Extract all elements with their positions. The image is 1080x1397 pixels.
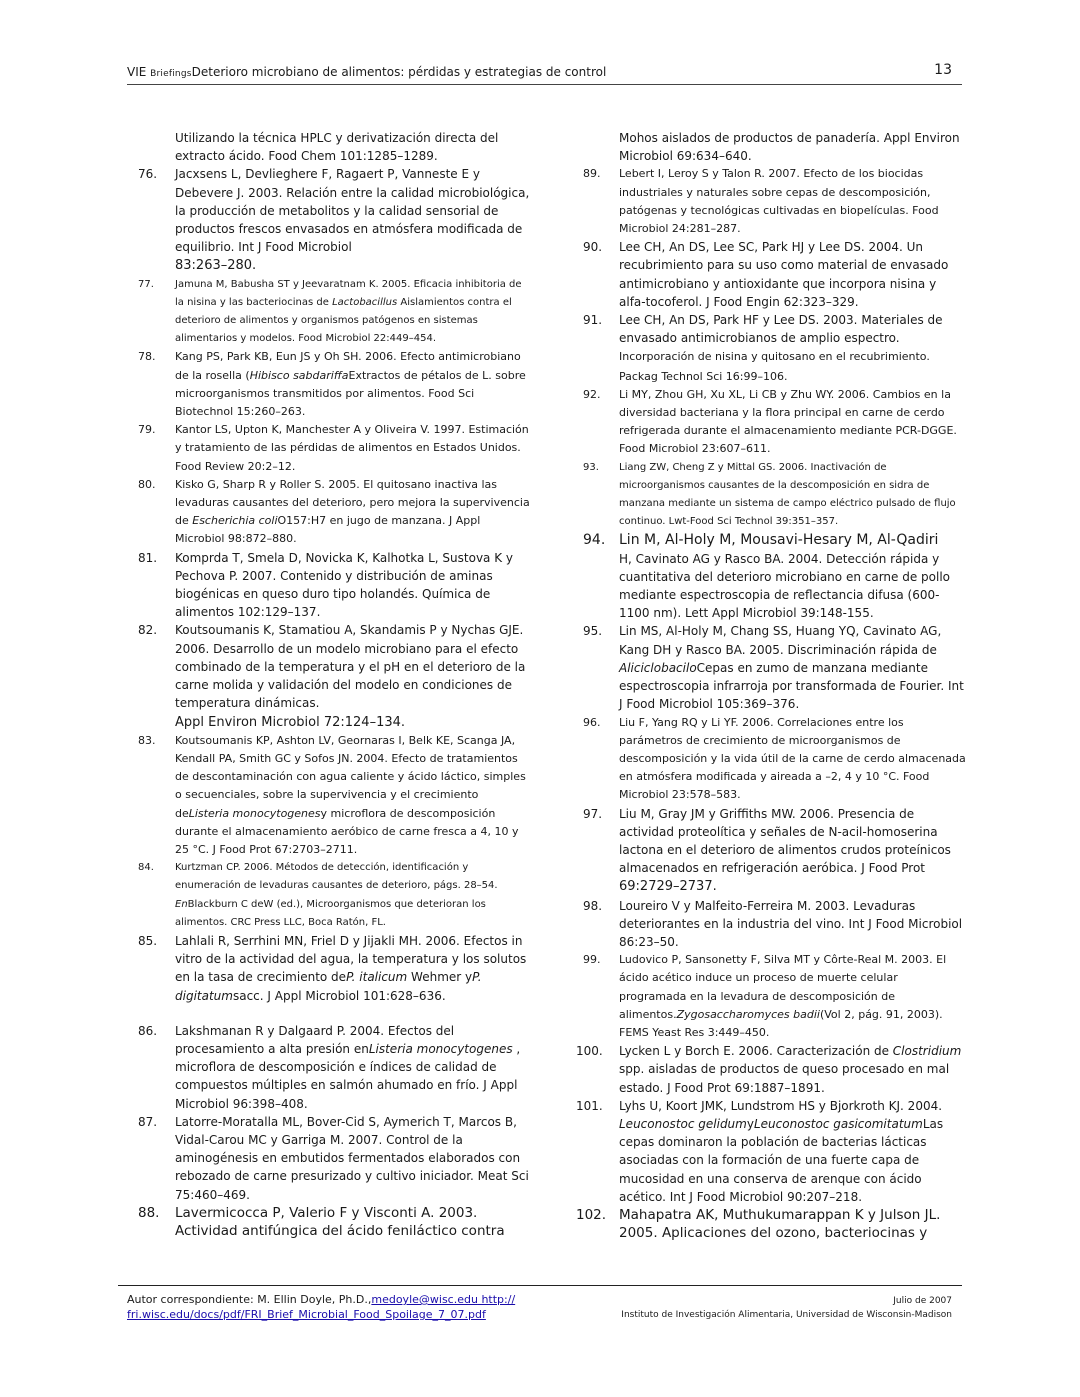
reference-80: 80. Kisko G, Sharp R y Roller S. 2005. El quitosano inactiva las levaduras causantes del deterioro, pero mejora la supervivencia de Escherichia coliO157:H7 en jugo de manzana. J Appl Microbiol 98:872–880. — [138, 477, 530, 546]
reference-76: 76. Jacxsens L, Devlieghere F, Ragaert P, Vanneste E y Debevere J. 2003. Relación entre la calidad microbiológica, la producción de metabolitos y la calidad sensorial de productos frescos envasados en atmósfera modificada de equilibrio. Int J Food Microbiol 83:263–280. — [138, 167, 530, 274]
header-title: Deterioro microbiano de alimentos: pérdidas y estrategias de control — [191, 65, 607, 79]
reference-82: 82. Koutsoumanis K, Stamatiou A, Skandamis P y Nychas GJE. 2006. Desarrollo de un modelo microbiano para el efecto combinado de la temperatura y el pH en el deterioro de la carne molida y validación del modelo en condiciones de temperatura dinámicas. Appl Environ Microbiol 72:124–134. — [138, 623, 526, 730]
reference-86: 86. Lakshmanan R y Dalgaard P. 2004. Efectos del procesamiento a alta presión enListeria monocytogenes , microflora de descomposición e índices de calidad de compuestos múltiples en salmón ahumado en frío. J Appl Microbiol 96:398–408. — [138, 1023, 521, 1111]
spacer — [138, 1005, 533, 1022]
footer-date: Julio de 2007 — [893, 1296, 952, 1306]
reference-78: 78. Kang PS, Park KB, Eun JS y Oh SH. 2006. Efecto antimicrobiano de la rosella (Hibisco sabdariffaExtractos de pétalos de L. sobre microorganismos transmitidos por alimentos. Food Sci Biotechnol 15:260–263. — [138, 350, 526, 419]
footer-institute-name: Instituto de Investigación Alimentaria, Universidad de Wisconsin-Madison — [621, 1310, 952, 1320]
header-prefix: VIE — [127, 65, 151, 79]
reference-95: 95. Lin MS, Al-Holy M, Chang SS, Huang YQ, Cavinato AG, Kang DH y Rasco BA. 2005. Discriminación rápida de AliciclobaciloCepas en zumo de manzana mediante espectroscopia infrarroja por transformada de Fourier. Int J Food Microbiol 105:369–376. — [583, 624, 964, 712]
page-number: 13 — [934, 62, 952, 78]
footer-author: Autor correspondiente: M. Ellin Doyle, Ph.D.,medoyle@wisc.edu http:// fri.wisc.edu/docs/pdf/FRI_Brief_Microbial_Food_Spoilage_7_07.pdf — [127, 1293, 516, 1321]
reference-101: 101. Lyhs U, Koort JMK, Lundstrom HS y Bjorkroth KJ. 2004. Leuconostoc gelidumyLeuconostoc gasicomitatumLas cepas dominaron la población de bacterias lácticas asociadas con la formación de una fuerte capa de mucosidad en una conserva de arenque con ácido acético. Int J Food Microbiol 90:207–218. — [576, 1098, 944, 1204]
footer-divider — [118, 1285, 962, 1286]
right-column — [576, 129, 966, 1242]
reference-97: 97. Liu M, Gray JM y Griffiths MW. 2006. Presencia de actividad proteolítica y señales de N-acil-homoserina lactona en el deterioro de alimentos crudos proteínicos almacenados en refrigeración aeróbica. J Food Prot 69:2729–2737. — [583, 806, 951, 895]
reference-77: 77. Jamuna M, Babusha ST y Jeevaratnam K. 2005. Eficacia inhibitoria de la nisina y las bacteriocinas de Lactobacillus Aislamientos contra el deterioro de alimentos y organismos patógenos en sistemas alimentarios y modelos. Food Microbiol 22:449–454. — [138, 278, 522, 345]
reference-98: 98. Loureiro V y Malfeito-Ferreira M. 2003. Levaduras deteriorantes en la industria del vino. Int J Food Microbiol 86:23–50. — [583, 898, 963, 949]
reference-continuation-right: Mohos aislados de productos de panadería. Appl Environ Microbiol 69:634–640. — [619, 131, 960, 164]
author-email-link[interactable]: medoyle@wisc.edu — [371, 1293, 478, 1306]
reference-92: 92. Li MY, Zhou GH, Xu XL, Li CB y Zhu WY. 2006. Cambios en la diversidad bacteriana y la flora principal en carne de cerdo refrigerada durante el almacenamiento mediante PCR-DGGE. Food Microbiol 23:607–611. — [583, 387, 957, 456]
reference-84: 84. Kurtzman CP. 2006. Métodos de detección, identificación y enumeración de levaduras causantes de deterioro, págs. 28–54. EnBlackburn C deW (ed.), Microorganismos que deterioran los alimentos. CRC Press LLC, Boca Ratón, FL. — [138, 862, 498, 928]
page-header — [127, 64, 962, 85]
reference-99: 99. Ludovico P, Sansonetty F, Silva MT y Côrte-Real M. 2003. El ácido acético induce un proceso de muerte celular programada en la levadura de descomposición de alimentos.Zygosaccharomyces badii(Vol 2, pág. 91, 2003). FEMS Yeast Res 3:449–450. — [583, 953, 947, 1039]
reference-88: 88. Lavermicocca P, Valerio F y Visconti A. 2003. Actividad antifúngica del ácido feniláctico contra — [138, 1204, 505, 1239]
reference-93: 93. Liang ZW, Cheng Z y Mittal GS. 2006. Inactivación de microorganismos causantes de la descomposición en sidra de manzana mediante un sistema de campo eléctrico pulsado de flujo continuo. Lwt-Food Sci Technol 39:351–357. — [583, 461, 956, 528]
reference-85: 85. Lahlali R, Serrhini MN, Friel D y Jijakli MH. 2006. Efectos in vitro de la actividad del agua, la temperatura y los solutos en la tasa de crecimiento deP. italicum Wehmer yP. digitatumsacc. J Appl Microbiol 101:628–636. — [138, 933, 527, 1003]
reference-87: 87. Latorre-Moratalla ML, Bover-Cid S, Aymerich T, Marcos B, Vidal-Carou MC y Garriga M. 2007. Control de la aminogénesis en embutidos fermentados elaborados con rebozado de carne presurizado y cultivo iniciador. Meat Sci 75:460–469. — [138, 1114, 529, 1202]
running-title — [127, 64, 606, 82]
reference-90: 90. Lee CH, An DS, Lee SC, Park HJ y Lee DS. 2004. Un recubrimiento para su uso como material de envasado antimicrobiano y antioxidante que incorpora nisina y alfa-tocoferol. J Food Engin 62:323–329. — [583, 240, 949, 309]
reference-94: 94. Lin M, Al-Holy M, Mousavi-Hesary M, Al-Qadiri H, Cavinato AG y Rasco BA. 2004. Detección rápida y cuantitativa del deterioro microbiano en carne de pollo mediante espectroscopia de reflectancia difusa (600-1100 nm). Lett Appl Microbiol 39:148-155. — [583, 532, 951, 621]
reference-89: 89. Lebert I, Leroy S y Talon R. 2007. Efecto de los biocidas industriales y naturales sobre cepas de descomposición, patógenas y tecnológicas cultivadas en biopelículas. Food Microbiol 24:281–287. — [583, 167, 939, 236]
reference-102: 102. Mahapatra AK, Muthukumarappan K y Julson JL. 2005. Aplicaciones del ozono, bacteriocinas y — [576, 1206, 941, 1242]
reference-81: 81. Komprda T, Smela D, Novicka K, Kalhotka L, Sustova K y Pechova P. 2007. Contenido y distribución de aminas biogénicas en queso duro tipo holandés. Química de alimentos 102:129–137. — [138, 550, 513, 620]
header-prefix-smallcaps: Briefings — [150, 69, 192, 79]
url-link-part2[interactable]: fri.wisc.edu/docs/pdf/FRI_Brief_Microbial_Food_Spoilage_7_07.pdf — [127, 1308, 486, 1321]
reference-100: 100. Lycken L y Borch E. 2006. Caracterización de Clostridium spp. aisladas de productos de queso procesado en mal estado. J Food Prot 69:1887–1891. — [576, 1044, 962, 1095]
url-link-part1[interactable]: http:// — [477, 1293, 516, 1306]
reference-79: 79. Kantor LS, Upton K, Manchester A y Oliveira V. 1997. Estimación y tratamiento de las pérdidas de alimentos en Estados Unidos. Food Review 20:2–12. — [138, 423, 529, 473]
footer-institute — [621, 1294, 952, 1322]
reference-96: 96. Liu F, Yang RQ y Li YF. 2006. Correlaciones entre los parámetros de crecimiento de microorganismos de descomposición y la vida útil de la carne de cerdo almacenada en atmósfera modificada y aireada a –2, 4 y 10 °C. Food Microbiol 23:578–583. — [583, 715, 966, 802]
left-column — [138, 129, 533, 1240]
reference-continuation: Utilizando la técnica HPLC y derivatización directa del extracto ácido. Food Chem 101:1285–1289. — [175, 131, 499, 164]
reference-91: 91. Lee CH, An DS, Park HF y Lee DS. 2003. Materiales de envasado antimicrobianos de amplio espectro. Incorporación de nisina y quitosano en el recubrimiento. Packag Technol Sci 16:99–106. — [583, 313, 943, 383]
reference-83: 83. Koutsoumanis KP, Ashton LV, Geornaras I, Belk KE, Scanga JA, Kendall PA, Smith GC y Sofos JN. 2004. Efecto de tratamientos de descontaminación con agua caliente y ácido láctico, simples o secuenciales, sobre la supervivencia y el crecimiento deListeria monocytogenesy microflora de descomposición durante el almacenamiento aeróbico de carne fresca a 4, 10 y 25 °C. J Food Prot 67:2703–2711. — [138, 733, 526, 856]
